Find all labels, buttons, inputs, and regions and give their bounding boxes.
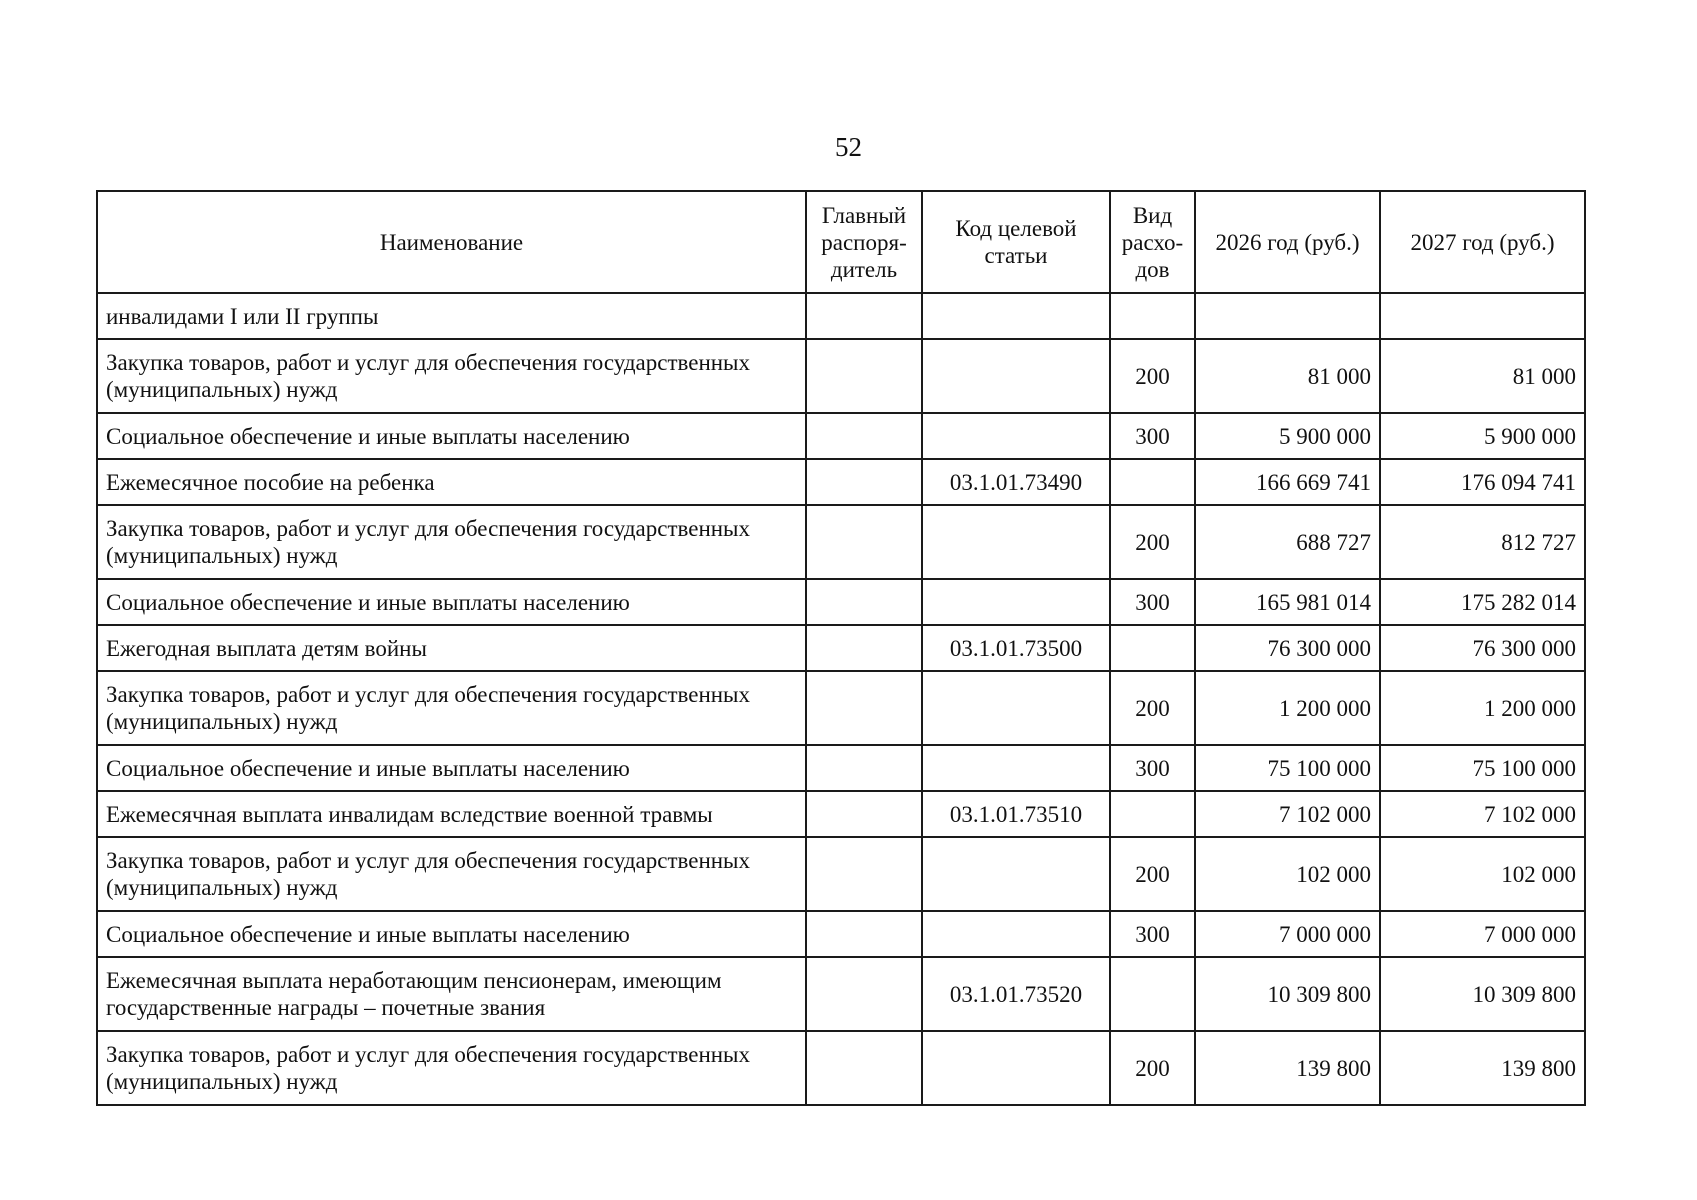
cell-target-code (922, 837, 1110, 911)
cell-amount-2027: 7 000 000 (1380, 911, 1585, 957)
budget-table (96, 190, 1586, 1106)
cell-expense-kind: 200 (1110, 671, 1195, 745)
cell-manager (806, 413, 922, 459)
cell-manager (806, 579, 922, 625)
table-row (97, 837, 1585, 911)
cell-target-code (922, 1031, 1110, 1105)
cell-amount-2026: 166 669 741 (1195, 459, 1380, 505)
cell-amount-2026: 165 981 014 (1195, 579, 1380, 625)
cell-amount-2026: 102 000 (1195, 837, 1380, 911)
table-header (97, 191, 1585, 293)
cell-amount-2027: 5 900 000 (1380, 413, 1585, 459)
table-row (97, 625, 1585, 671)
cell-manager (806, 625, 922, 671)
cell-name: Социальное обеспечение и иные выплаты населению (97, 413, 806, 459)
cell-target-code (922, 339, 1110, 413)
cell-expense-kind: 300 (1110, 579, 1195, 625)
cell-expense-kind: 200 (1110, 837, 1195, 911)
cell-manager (806, 957, 922, 1031)
table-row (97, 911, 1585, 957)
cell-name: Ежемесячная выплата неработающим пенсионерам, имеющим государственные награды – почетные звания (97, 957, 806, 1031)
cell-target-code (922, 911, 1110, 957)
cell-amount-2026: 10 309 800 (1195, 957, 1380, 1031)
cell-name: Социальное обеспечение и иные выплаты населению (97, 579, 806, 625)
cell-amount-2027: 7 102 000 (1380, 791, 1585, 837)
table-row (97, 505, 1585, 579)
cell-amount-2026: 7 102 000 (1195, 791, 1380, 837)
cell-name: Ежегодная выплата детям войны (97, 625, 806, 671)
cell-manager (806, 1031, 922, 1105)
header-2027: 2027 год (руб.) (1380, 191, 1585, 293)
cell-amount-2027: 812 727 (1380, 505, 1585, 579)
cell-amount-2027: 81 000 (1380, 339, 1585, 413)
table-row (97, 745, 1585, 791)
header-2026: 2026 год (руб.) (1195, 191, 1380, 293)
cell-expense-kind: 200 (1110, 1031, 1195, 1105)
cell-amount-2027: 175 282 014 (1380, 579, 1585, 625)
table-row (97, 459, 1585, 505)
cell-amount-2026: 76 300 000 (1195, 625, 1380, 671)
cell-name: Закупка товаров, работ и услуг для обеспечения государственных (муниципальных) нужд (97, 505, 806, 579)
cell-target-code: 03.1.01.73500 (922, 625, 1110, 671)
cell-amount-2026: 81 000 (1195, 339, 1380, 413)
table-row (97, 1031, 1585, 1105)
cell-target-code (922, 293, 1110, 339)
cell-amount-2026: 5 900 000 (1195, 413, 1380, 459)
cell-manager (806, 671, 922, 745)
cell-expense-kind (1110, 625, 1195, 671)
header-manager: Главный распоря-дитель (806, 191, 922, 293)
cell-name: Социальное обеспечение и иные выплаты населению (97, 911, 806, 957)
table-row (97, 791, 1585, 837)
cell-manager (806, 459, 922, 505)
cell-expense-kind: 300 (1110, 413, 1195, 459)
cell-name: инвалидами I или II группы (97, 293, 806, 339)
cell-target-code (922, 413, 1110, 459)
cell-amount-2027: 10 309 800 (1380, 957, 1585, 1031)
cell-manager (806, 293, 922, 339)
cell-expense-kind: 200 (1110, 339, 1195, 413)
cell-manager (806, 745, 922, 791)
cell-name: Социальное обеспечение и иные выплаты населению (97, 745, 806, 791)
cell-amount-2026: 139 800 (1195, 1031, 1380, 1105)
cell-amount-2027 (1380, 293, 1585, 339)
cell-target-code: 03.1.01.73490 (922, 459, 1110, 505)
header-code: Код целевой статьи (922, 191, 1110, 293)
cell-expense-kind (1110, 459, 1195, 505)
cell-expense-kind: 300 (1110, 911, 1195, 957)
cell-target-code (922, 671, 1110, 745)
cell-expense-kind (1110, 791, 1195, 837)
header-name: Наименование (97, 191, 806, 293)
cell-name: Ежемесячная выплата инвалидам вследствие военной травмы (97, 791, 806, 837)
cell-manager (806, 339, 922, 413)
table-row (97, 671, 1585, 745)
cell-amount-2027: 102 000 (1380, 837, 1585, 911)
cell-amount-2027: 76 300 000 (1380, 625, 1585, 671)
cell-name: Закупка товаров, работ и услуг для обеспечения государственных (муниципальных) нужд (97, 339, 806, 413)
cell-amount-2026: 7 000 000 (1195, 911, 1380, 957)
cell-amount-2026: 75 100 000 (1195, 745, 1380, 791)
table-row (97, 339, 1585, 413)
cell-target-code: 03.1.01.73520 (922, 957, 1110, 1031)
cell-expense-kind (1110, 293, 1195, 339)
cell-name: Закупка товаров, работ и услуг для обеспечения государственных (муниципальных) нужд (97, 837, 806, 911)
cell-amount-2026: 688 727 (1195, 505, 1380, 579)
table-row (97, 413, 1585, 459)
cell-expense-kind (1110, 957, 1195, 1031)
page-number: 52 (835, 132, 862, 162)
cell-target-code (922, 505, 1110, 579)
table-row (97, 957, 1585, 1031)
table-body (97, 293, 1585, 1105)
cell-amount-2027: 1 200 000 (1380, 671, 1585, 745)
cell-manager (806, 837, 922, 911)
cell-manager (806, 791, 922, 837)
cell-amount-2027: 75 100 000 (1380, 745, 1585, 791)
cell-expense-kind: 300 (1110, 745, 1195, 791)
table-row (97, 579, 1585, 625)
cell-manager (806, 911, 922, 957)
cell-amount-2027: 139 800 (1380, 1031, 1585, 1105)
cell-target-code: 03.1.01.73510 (922, 791, 1110, 837)
cell-target-code (922, 745, 1110, 791)
table-row (97, 293, 1585, 339)
cell-amount-2026: 1 200 000 (1195, 671, 1380, 745)
cell-manager (806, 505, 922, 579)
header-kind: Вид расхо-дов (1110, 191, 1195, 293)
cell-expense-kind: 200 (1110, 505, 1195, 579)
cell-name: Закупка товаров, работ и услуг для обеспечения государственных (муниципальных) нужд (97, 671, 806, 745)
cell-name: Ежемесячное пособие на ребенка (97, 459, 806, 505)
cell-amount-2026 (1195, 293, 1380, 339)
cell-amount-2027: 176 094 741 (1380, 459, 1585, 505)
cell-target-code (922, 579, 1110, 625)
cell-name: Закупка товаров, работ и услуг для обеспечения государственных (муниципальных) нужд (97, 1031, 806, 1105)
